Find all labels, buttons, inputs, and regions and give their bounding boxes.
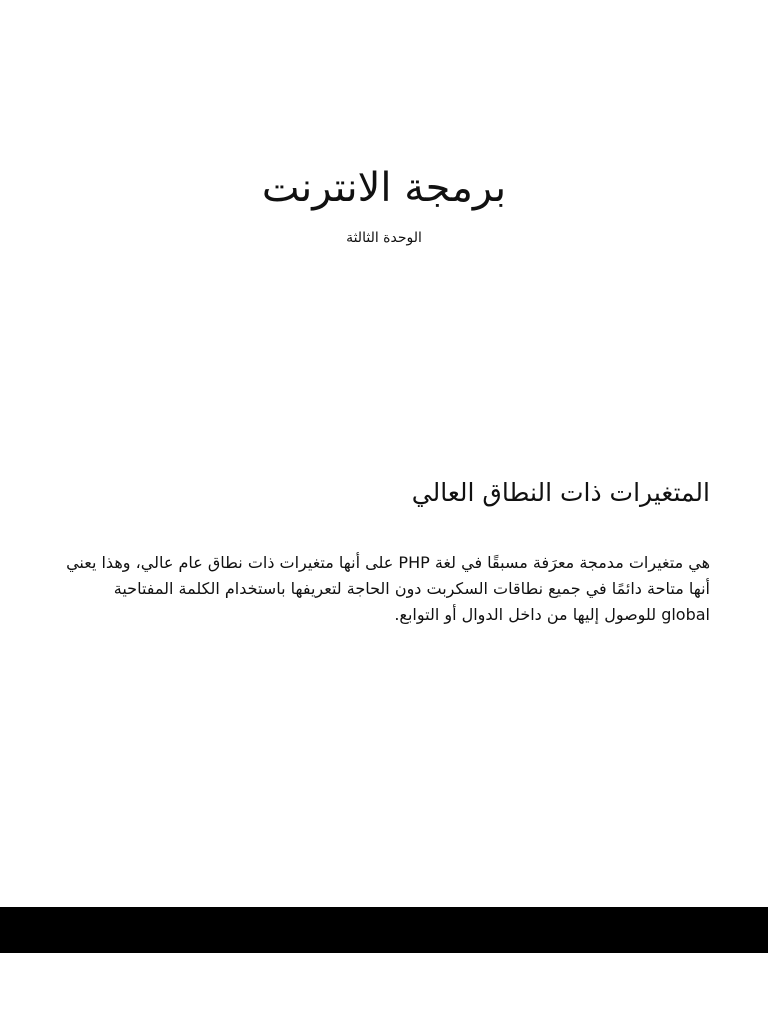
- body-text-part-1: هي متغيرات مدمجة معرَفة مسبقًا في لغة: [434, 553, 710, 572]
- page-title: برمجة الانترنت: [261, 165, 507, 211]
- section-heading: المتغيرات ذات النطاق العالي: [411, 478, 710, 507]
- php-term: PHP: [398, 553, 430, 572]
- body-text-part-3: للوصول إليها من داخل الدوال أو التوابع.: [394, 605, 657, 624]
- page-subtitle: الوحدة الثالثة: [346, 230, 422, 246]
- body-text-part-2: على أنها متغيرات ذات نطاق عام عالي، وهذا يعني أنها متاحة دائمًا في جميع نطاقات السكربت دون الحاجة لتعريفها باستخدام الكلمة المفتاحية: [66, 553, 710, 598]
- global-keyword: global: [661, 605, 710, 624]
- bottom-bar: [0, 907, 768, 953]
- section-body: [60, 550, 710, 628]
